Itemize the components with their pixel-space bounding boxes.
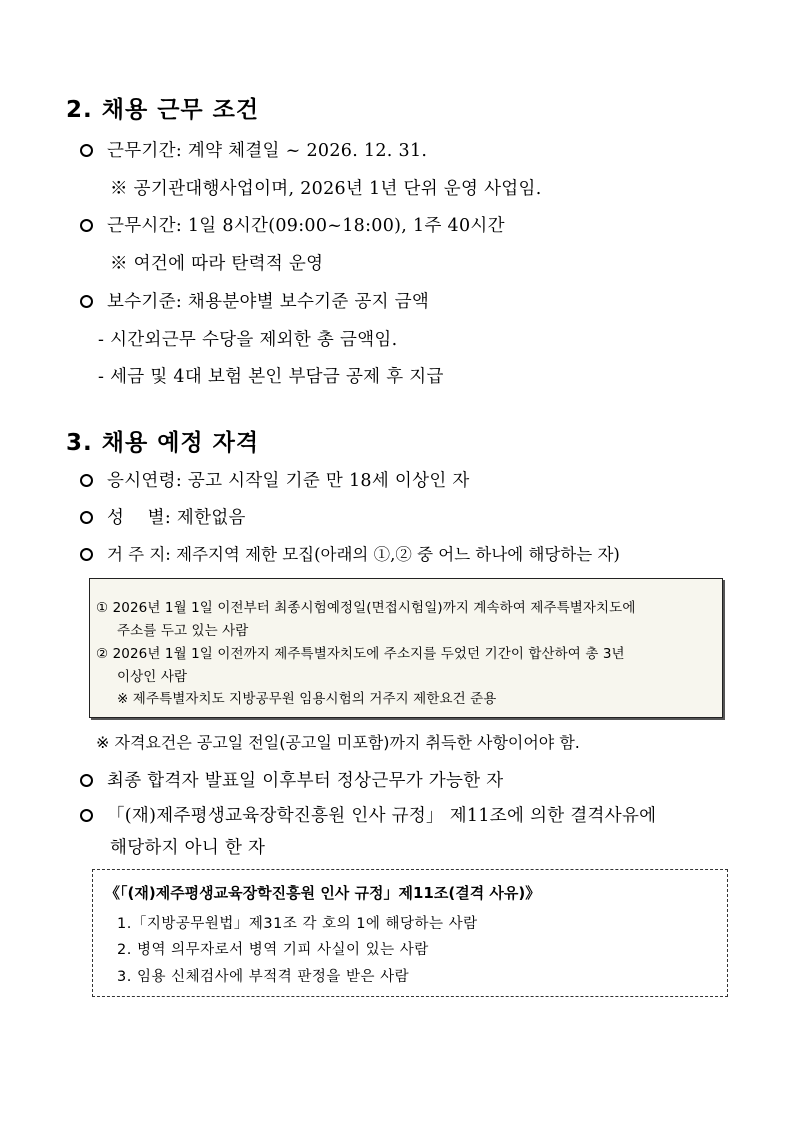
work-hours-item (80, 212, 505, 237)
disqualification-item (80, 802, 656, 827)
disqualification-box (92, 869, 728, 997)
section-2-title: 2. 채용 근무 조건 (66, 97, 260, 123)
circle-bullet-icon (80, 219, 93, 232)
work-period-text: 근무기간: 계약 체결일 ~ 2026. 12. 31. (107, 141, 428, 161)
residence-criterion-1: ① 2026년 1월 1일 이전부터 최종시험예정일(면접시험일)까지 계속하여 제주특별자치도에 (96, 600, 636, 616)
age-text: 응시연령: 공고 시작일 기준 만 18세 이상인 자 (107, 471, 470, 491)
disqualification-box-title: 《「(재)제주평생교육장학진흥원 인사 규정」제11조(결격 사유)》 (105, 884, 541, 902)
disqualification-reason-3: 3. 임용 신체검사에 부적격 판정을 받은 사람 (117, 969, 410, 985)
circle-bullet-icon (80, 548, 93, 561)
gender-item (80, 504, 246, 529)
pay-detail-2: - 세금 및 4대 보험 본인 부담금 공제 후 지급 (98, 367, 444, 387)
availability-text: 최종 합격자 발표일 이후부터 정상근무가 가능한 자 (107, 771, 504, 791)
residence-text: 거 주 지: 제주지역 제한 모집(아래의 ①,② 중 어느 하나에 해당하는 자) (107, 545, 620, 564)
qualification-note: ※ 자격요건은 공고일 전일(공고일 미포함)까지 취득한 사항이어야 함. (96, 733, 580, 752)
residence-criteria-box (89, 578, 723, 718)
disqualification-text: 「(재)제주평생교육장학진흥원 인사 규정」 제11조에 의한 결격사유에 (107, 806, 657, 826)
age-item (80, 467, 470, 492)
gender-label: 성 별 (107, 508, 165, 528)
work-hours-text: 근무시간: 1일 8시간(09:00~18:00), 1주 40시간 (107, 216, 505, 236)
disqualification-reason-2: 2. 병역 의무자로서 병역 기피 사실이 있는 사람 (117, 942, 429, 958)
circle-bullet-icon (80, 809, 93, 822)
work-hours-note: ※ 여건에 따라 탄력적 운영 (110, 254, 324, 274)
disqualification-text-cont: 해당하지 아니 한 자 (110, 838, 266, 858)
residence-criterion-1-cont: 주소를 두고 있는 사람 (117, 623, 249, 639)
pay-detail-1: - 시간외근무 수당을 제외한 총 금액임. (98, 330, 398, 350)
pay-standard-text: 보수기준: 채용분야별 보수기준 공지 금액 (107, 292, 430, 312)
circle-bullet-icon (80, 144, 93, 157)
residence-criterion-2: ② 2026년 1월 1일 이전까지 제주특별자치도에 주소지를 두었던 기간이 합산하여 총 3년 (96, 646, 625, 662)
circle-bullet-icon (80, 511, 93, 524)
circle-bullet-icon (80, 474, 93, 487)
disqualification-reason-1: 1.「지방공무원법」제31조 각 호의 1에 해당하는 사람 (117, 916, 478, 932)
availability-item (80, 767, 503, 792)
pay-standard-item (80, 288, 429, 313)
work-period-note: ※ 공기관대행사업이며, 2026년 1년 단위 운영 사업임. (110, 179, 542, 199)
section-3-title: 3. 채용 예정 자격 (66, 430, 260, 456)
circle-bullet-icon (80, 295, 93, 308)
residence-criterion-2-cont: 이상인 사람 (117, 669, 188, 685)
circle-bullet-icon (80, 774, 93, 787)
residence-item (80, 541, 620, 565)
gender-text: : 제한없음 (164, 508, 246, 528)
work-period-item (80, 137, 427, 162)
residence-criteria-note: ※ 제주특별자치도 지방공무원 임용시험의 거주지 제한요건 준용 (117, 691, 497, 707)
